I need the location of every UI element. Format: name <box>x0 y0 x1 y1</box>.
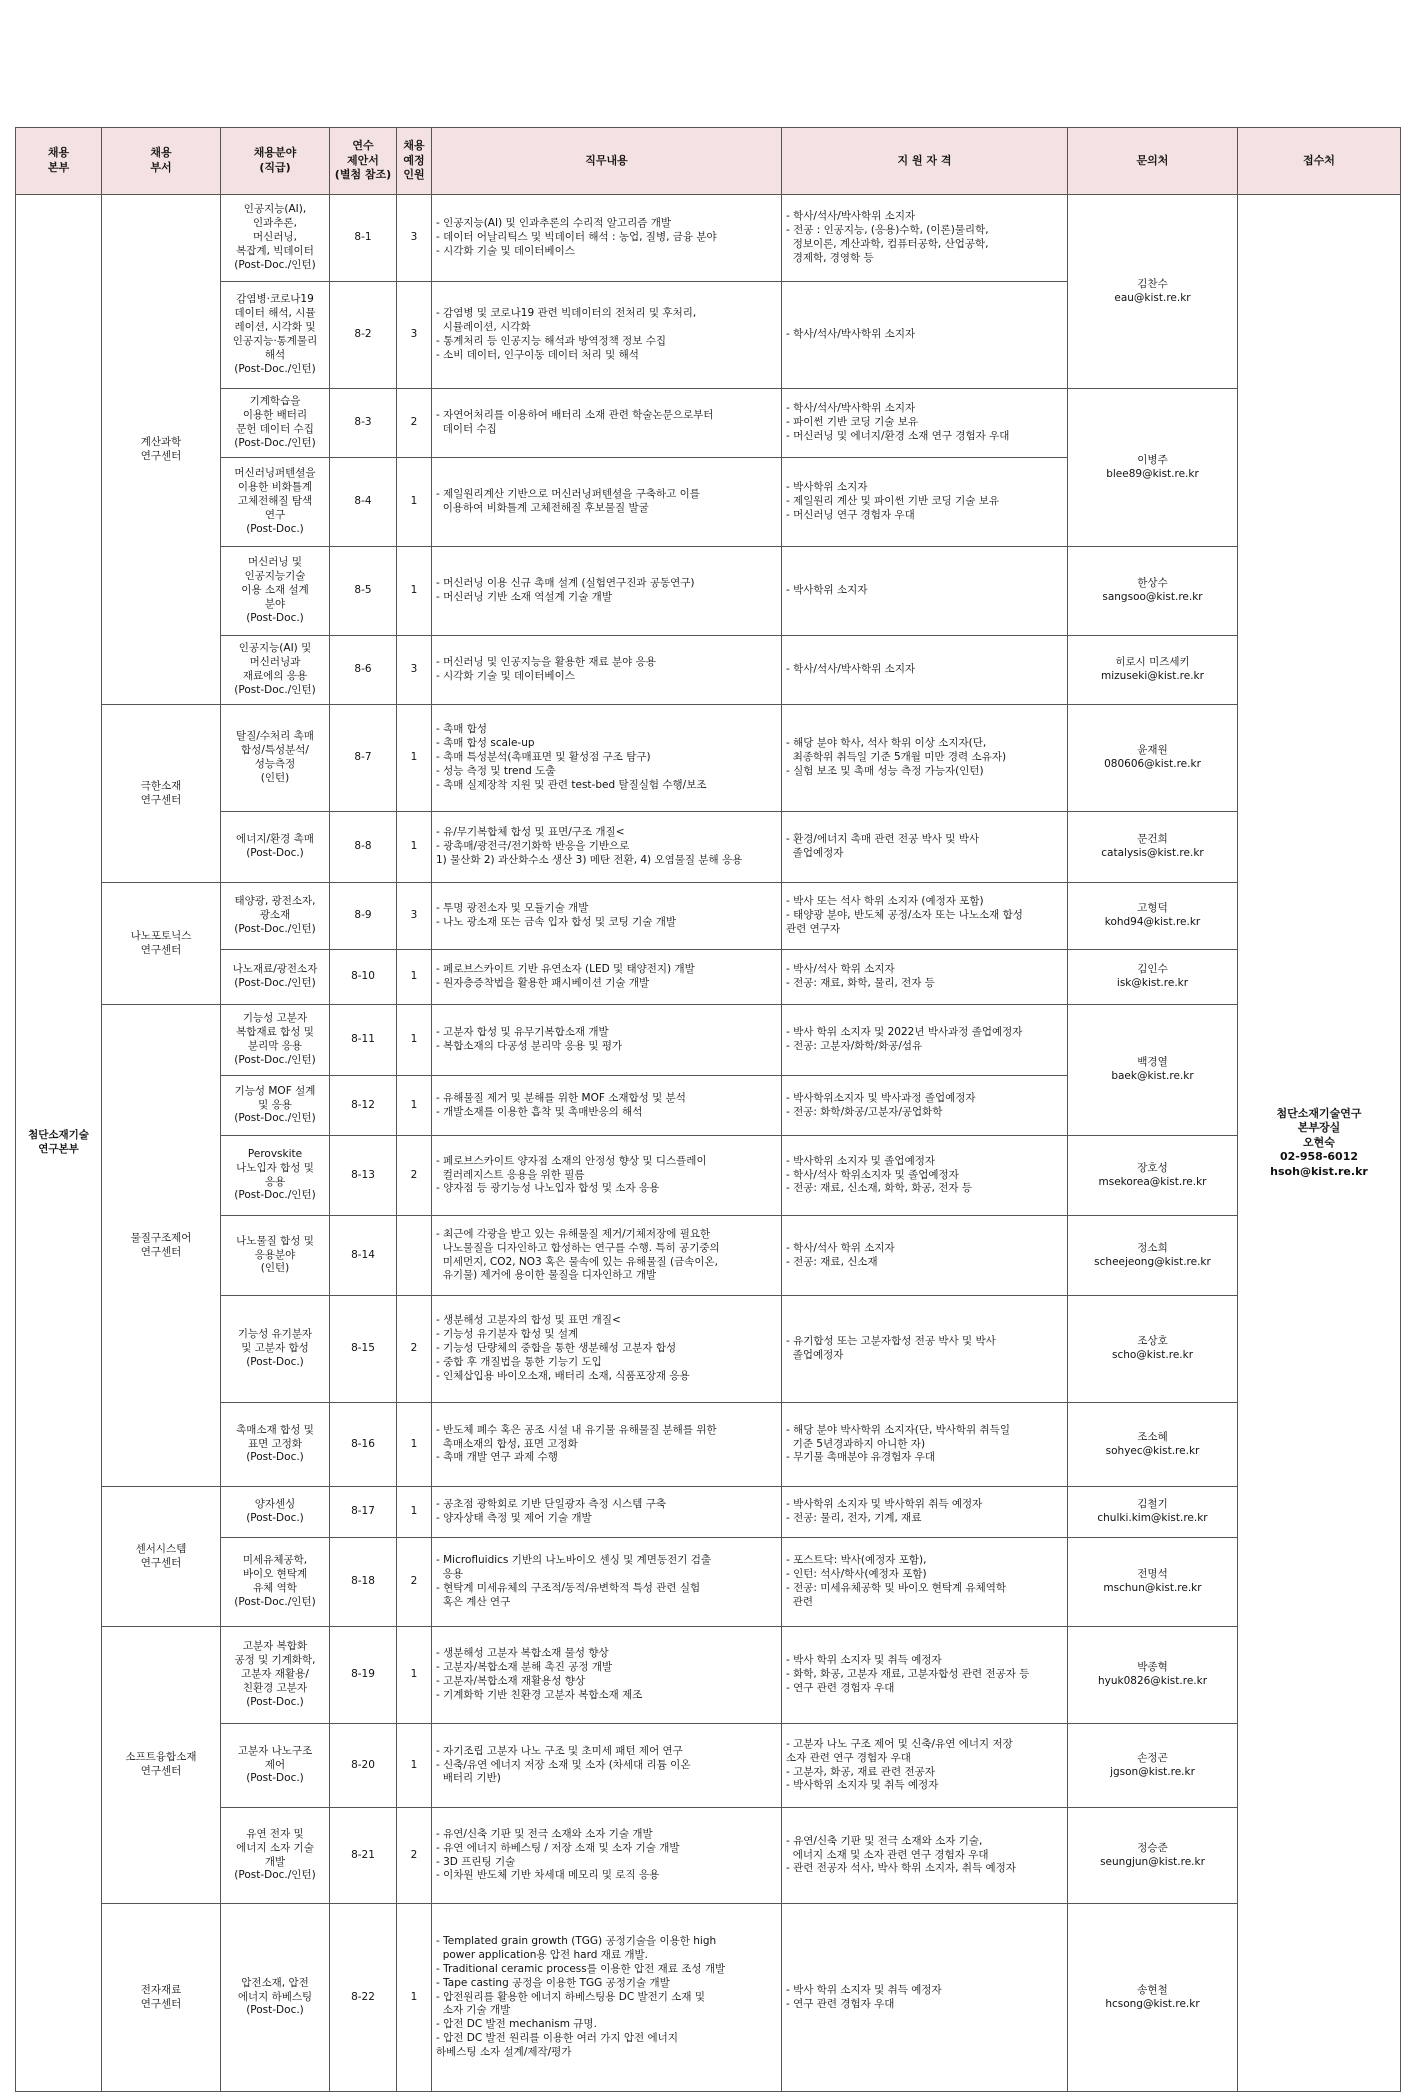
qualification-line: - 박사학위소지자 및 박사과정 졸업예정자 <box>786 1091 976 1104</box>
duty-line: - 페로브스카이트 기반 유연소자 (LED 및 태양전지) 개발 <box>436 963 695 976</box>
duty-line: - Microfluidics 기반의 나노바이오 센싱 및 계면동전기 검출 <box>436 1554 711 1567</box>
recruitment-table <box>15 127 1401 2092</box>
field-cell: 기계학습을 이용한 배터리 문헌 데이터 수집 (Post-Doc./인턴) <box>221 389 330 458</box>
field-cell: 에너지/환경 촉매 (Post-Doc.) <box>221 812 330 883</box>
field-cell: 촉매소재 합성 및 표면 고정화 (Post-Doc.) <box>221 1403 330 1487</box>
qualifications-cell <box>782 812 1068 883</box>
proposal-code-cell: 8-12 <box>330 1076 397 1136</box>
qualifications-cell <box>782 1487 1068 1538</box>
field-cell: 나노재료/광전소자 (Post-Doc./인턴) <box>221 950 330 1005</box>
contact-cell: 손정곤 jgson@kist.re.kr <box>1068 1724 1238 1808</box>
qualification-line: - 박사학위 소지자 및 졸업예정자 <box>786 1154 935 1167</box>
department-cell: 전자재료 연구센터 <box>102 1904 221 2092</box>
qualification-line: 기준 5년경과하지 아니한 자) <box>786 1437 926 1450</box>
contact-cell: 윤재원 080606@kist.re.kr <box>1068 705 1238 812</box>
duty-line: - 반도체 폐수 혹은 공조 시설 내 유기물 유해물질 분해를 위한 <box>436 1423 717 1436</box>
table-row <box>16 950 1401 1005</box>
count-cell: 2 <box>397 1296 432 1403</box>
table-row <box>16 389 1401 458</box>
duties-cell <box>432 1808 782 1904</box>
count-cell: 1 <box>397 547 432 636</box>
proposal-code-cell: 8-18 <box>330 1538 397 1627</box>
field-cell: 압전소재, 압전 에너지 하베스팅 (Post-Doc.) <box>221 1904 330 2092</box>
qualifications-cell <box>782 883 1068 950</box>
qualification-line: - 박사 또는 석사 학위 소지자 (예정자 포함) <box>786 895 984 908</box>
qualifications-cell <box>782 950 1068 1005</box>
proposal-code-cell: 8-13 <box>330 1136 397 1216</box>
duty-line: 이용하여 비화틀계 고체전해질 후보물질 발굴 <box>436 502 649 514</box>
duties-cell <box>432 1403 782 1487</box>
qualification-line: 관련 연구자 <box>786 922 841 935</box>
count-cell: 2 <box>397 1808 432 1904</box>
duties-cell <box>432 1296 782 1403</box>
table-row <box>16 1216 1401 1296</box>
qualification-line: - 연구 관련 경험자 우대 <box>786 1997 895 2010</box>
duties-cell <box>432 1724 782 1808</box>
qualification-line: - 머신러닝 및 에너지/환경 소재 연구 경험자 우대 <box>786 429 1010 442</box>
contact-cell: 박종혁 hyuk0826@kist.re.kr <box>1068 1627 1238 1724</box>
count-cell: 1 <box>397 1076 432 1136</box>
qualifications-cell <box>782 1216 1068 1296</box>
qualification-line: - 박사학위 소지자 및 박사학위 취득 예정자 <box>786 1498 983 1511</box>
qualification-line: - 실험 보조 및 촉매 성능 측정 가능자(인턴) <box>786 764 984 777</box>
qualification-line: 경제학, 경영학 등 <box>786 251 874 264</box>
duties-cell <box>432 812 782 883</box>
proposal-code-cell: 8-2 <box>330 282 397 389</box>
count-cell: 1 <box>397 705 432 812</box>
proposal-code-cell: 8-16 <box>330 1403 397 1487</box>
qualification-line: - 박사학위 소지자 <box>786 481 868 494</box>
duty-line: - 유연/신축 기판 및 전극 소재와 소자 기술 개발 <box>436 1827 653 1840</box>
duty-line: - 제일원리계산 기반으로 머신러닝퍼텐셜을 구축하고 이를 <box>436 488 700 501</box>
duty-line: 소자 기술 개발 <box>436 2004 511 2017</box>
department-cell: 물질구조제어 연구센터 <box>102 1005 221 1487</box>
qualification-line: - 고분자 나노 구조 제어 및 신축/유연 에너지 저장 <box>786 1737 1013 1750</box>
contact-cell: 히로시 미즈세키 mizuseki@kist.re.kr <box>1068 636 1238 705</box>
count-cell: 3 <box>397 636 432 705</box>
duty-line: power application용 압전 hard 재료 개발. <box>436 1948 648 1961</box>
qualifications-cell <box>782 705 1068 812</box>
duty-line: - 기능성 유기분자 합성 및 설계 <box>436 1328 579 1341</box>
duty-line: - 자기조립 고분자 나노 구조 및 초미세 패턴 제어 연구 <box>436 1744 683 1757</box>
contact-cell: 한상수 sangsoo@kist.re.kr <box>1068 547 1238 636</box>
qualifications-cell <box>782 1296 1068 1403</box>
qualification-line: 에너지 소재 및 소자 관련 연구 경험자 우대 <box>786 1848 989 1861</box>
table-row <box>16 812 1401 883</box>
duties-cell <box>432 636 782 705</box>
contact-cell: 조상호 scho@kist.re.kr <box>1068 1296 1238 1403</box>
duties-cell <box>432 458 782 547</box>
qualification-line: - 학사/석사/박사학위 소지자 <box>786 663 916 676</box>
duty-line: - 페로브스카이트 양자점 소재의 안정성 향상 및 디스플레이 <box>436 1154 707 1167</box>
proposal-code-cell: 8-8 <box>330 812 397 883</box>
count-cell: 1 <box>397 1724 432 1808</box>
proposal-code-cell: 8-21 <box>330 1808 397 1904</box>
qualification-line: - 전공: 고분자/화학/화공/섬유 <box>786 1040 923 1052</box>
qualification-line: - 학사/석사/박사학위 소지자 <box>786 328 916 341</box>
header-row <box>16 128 1401 195</box>
header-headquarters: 채용 본부 <box>16 128 102 195</box>
contact-cell: 백경열 baek@kist.re.kr <box>1068 1005 1238 1136</box>
header-department: 채용 부서 <box>102 128 221 195</box>
field-cell: Perovskite 나노입자 합성 및 응용 (Post-Doc./인턴) <box>221 1136 330 1216</box>
qualification-line: 졸업예정자 <box>786 847 844 859</box>
field-cell: 인공지능(AI) 및 머신러닝과 재료에의 응용 (Post-Doc./인턴) <box>221 636 330 705</box>
table-row <box>16 1904 1401 2092</box>
duty-line: - 인공지능(AI) 및 인과추론의 수리적 알고리즘 개발 <box>436 217 672 230</box>
duty-line: 데이터 수집 <box>436 423 497 435</box>
qualification-line: - 전공: 물리, 전자, 기계, 재료 <box>786 1512 922 1524</box>
duties-cell <box>432 950 782 1005</box>
qualification-line: - 환경/에너지 촉매 관련 전공 박사 및 박사 <box>786 833 979 846</box>
qualification-line: - 파이썬 기반 코딩 기술 보유 <box>786 416 919 429</box>
duty-line: - 이차원 반도체 기반 차세대 메모리 및 로직 응용 <box>436 1869 660 1882</box>
duty-line: - 기능성 단량체의 중합을 통한 생분해성 고분자 합성 <box>436 1342 677 1355</box>
qualification-line: - 해당 분야 학사, 석사 학위 이상 소지자(단, <box>786 737 987 750</box>
duties-cell <box>432 282 782 389</box>
qualification-line: - 학사/석사 학위소지자 및 졸업예정자 <box>786 1168 959 1181</box>
table-row <box>16 1724 1401 1808</box>
duty-line: 시뮬레이션, 시각화 <box>436 321 531 334</box>
qualification-line: 정보이론, 계산과학, 컴퓨터공학, 산업공학, <box>786 238 989 250</box>
duty-line: - 현탁계 미세유체의 구조적/동적/유변학적 특성 관련 실험 <box>436 1582 701 1594</box>
count-cell: 2 <box>397 389 432 458</box>
duty-line: - 나노 광소재 또는 금속 입자 합성 및 코팅 기술 개발 <box>436 916 677 928</box>
table-row <box>16 883 1401 950</box>
field-cell: 감염병·코로나19 데이터 해석, 시뮬 레이션, 시각화 및 인공지능·통계물리 해석 (Post-Doc./인턴) <box>221 282 330 389</box>
proposal-code-cell: 8-7 <box>330 705 397 812</box>
qualification-line: - 전공 : 인공지능, (응용)수학, (이론)물리학, <box>786 224 989 237</box>
qualification-line: - 제일원리 계산 및 파이썬 기반 코딩 기술 보유 <box>786 495 1000 508</box>
duty-line: - Templated grain growth (TGG) 공정기술을 이용한 high <box>436 1935 717 1948</box>
qualification-line: - 학사/석사 학위 소지자 <box>786 1241 895 1254</box>
duty-line: 나노물질을 디자인하고 합성하는 연구를 수행. 특히 공기중의 <box>436 1241 720 1254</box>
qualification-line: - 박사 학위 소지자 및 취득 예정자 <box>786 1983 942 1996</box>
header-contact: 문의처 <box>1068 128 1238 195</box>
duty-line: - 생분해성 고분자 복합소재 물성 향상 <box>436 1647 609 1660</box>
field-cell: 고분자 나노구조 제어 (Post-Doc.) <box>221 1724 330 1808</box>
department-cell: 나노포토닉스 연구센터 <box>102 883 221 1005</box>
proposal-code-cell: 8-15 <box>330 1296 397 1403</box>
table-row <box>16 1487 1401 1538</box>
count-cell: 3 <box>397 883 432 950</box>
duty-line: - 촉매 합성 scale-up <box>436 737 535 750</box>
duty-line: - 기계화학 기반 친환경 고분자 복합소재 제조 <box>436 1688 643 1701</box>
reception-cell: 첨단소재기술연구 본부장실 오현숙 02-958-6012 hsoh@kist.re.kr <box>1238 195 1401 2092</box>
duty-line: 1) 물산화 2) 과산화수소 생산 3) 메탄 전환, 4) 오염물질 분해 응용 <box>436 853 743 866</box>
duty-line: 응용 <box>436 1568 463 1581</box>
duty-line: - 압전 DC 발전 mechanism 규명. <box>436 2018 597 2031</box>
duty-line: - 개발소재를 이용한 흡착 및 촉매반응의 해석 <box>436 1105 643 1118</box>
department-cell: 극한소재 연구센터 <box>102 705 221 883</box>
duty-line: - 투명 광전소자 및 모듈기술 개발 <box>436 902 589 915</box>
count-cell: 3 <box>397 282 432 389</box>
qualifications-cell <box>782 195 1068 282</box>
duty-line: - 성능 측정 및 trend 도출 <box>436 764 556 777</box>
proposal-code-cell: 8-3 <box>330 389 397 458</box>
count-cell: 1 <box>397 1904 432 2092</box>
field-cell: 기능성 MOF 설계 및 응용 (Post-Doc./인턴) <box>221 1076 330 1136</box>
qualification-line: 졸업예정자 <box>786 1349 844 1361</box>
qualifications-cell <box>782 547 1068 636</box>
contact-cell: 송현철 hcsong@kist.re.kr <box>1068 1904 1238 2092</box>
count-cell: 1 <box>397 1487 432 1538</box>
header-qualifications: 지 원 자 격 <box>782 128 1068 195</box>
duty-line: - 중합 후 개질법을 통한 기능기 도입 <box>436 1355 602 1368</box>
duty-line: - 고분자/복합소재 분해 촉진 공정 개발 <box>436 1661 613 1674</box>
field-cell: 기능성 고분자 복합재료 합성 및 분리막 응용 (Post-Doc./인턴) <box>221 1005 330 1076</box>
qualifications-cell <box>782 1005 1068 1076</box>
duty-line: - 촉매 개발 연구 과제 수행 <box>436 1451 558 1464</box>
duty-line: - 압전원리를 활용한 에너지 하베스팅용 DC 발전기 소재 및 <box>436 1990 706 2003</box>
contact-cell: 이병주 blee89@kist.re.kr <box>1068 389 1238 547</box>
qualification-line: - 박사 학위 소지자 및 취득 예정자 <box>786 1654 942 1667</box>
header-proposal: 연수 제안서 (별첨 참조) <box>330 128 397 195</box>
proposal-code-cell: 8-9 <box>330 883 397 950</box>
proposal-code-cell: 8-19 <box>330 1627 397 1724</box>
duty-line: - 공초점 광학회로 기반 단일광자 측정 시스템 구축 <box>436 1498 667 1511</box>
department-cell: 소프트융합소재 연구센터 <box>102 1627 221 1904</box>
count-cell: 3 <box>397 195 432 282</box>
table-body <box>16 195 1401 2092</box>
qualifications-cell <box>782 389 1068 458</box>
qualification-line: - 전공: 화학/화공/고분자/공업화학 <box>786 1105 943 1118</box>
duty-line: 미세먼지, CO2, NO3 혹은 물속에 있는 유해물질 (금속이온, <box>436 1255 718 1268</box>
qualifications-cell <box>782 1136 1068 1216</box>
duty-line: - 원자층증착법을 활용한 패시베이션 기술 개발 <box>436 977 650 989</box>
qualification-line: - 연구 관련 경험자 우대 <box>786 1681 895 1694</box>
qualification-line: - 전공: 미세유체공학 및 바이오 현탁계 유체역학 <box>786 1582 1007 1594</box>
table-row <box>16 547 1401 636</box>
contact-cell: 조소혜 sohyec@kist.re.kr <box>1068 1403 1238 1487</box>
field-cell: 인공지능(AI), 인과추론, 머신러닝, 복잡계, 빅데이터 (Post-Doc./인턴) <box>221 195 330 282</box>
count-cell: 1 <box>397 1403 432 1487</box>
header-count: 채용 예정 인원 <box>397 128 432 195</box>
duty-line: - 인체삽입용 바이오소재, 배터리 소재, 식품포장재 응용 <box>436 1369 690 1382</box>
field-cell: 양자센싱 (Post-Doc.) <box>221 1487 330 1538</box>
duty-line: - 머신러닝 기반 소재 역설계 기술 개발 <box>436 591 612 603</box>
qualifications-cell <box>782 282 1068 389</box>
qualifications-cell <box>782 636 1068 705</box>
field-cell: 고분자 복합화 공정 및 기계화학, 고분자 재활용/ 친환경 고분자 (Post-Doc.) <box>221 1627 330 1724</box>
table-row <box>16 1005 1401 1076</box>
proposal-code-cell: 8-6 <box>330 636 397 705</box>
qualification-line: - 고분자, 화공, 재료 관련 전공자 <box>786 1765 935 1778</box>
duty-line: - 최근에 각광을 받고 있는 유해물질 제거/기체저장에 필요한 <box>436 1227 711 1240</box>
count-cell: 1 <box>397 1005 432 1076</box>
duty-line: - 유해물질 제거 및 분해를 위한 MOF 소재합성 및 분석 <box>436 1091 686 1104</box>
qualification-line: 최종학위 취득일 기준 5개월 미만 경력 소유자) <box>786 751 1007 764</box>
proposal-code-cell: 8-4 <box>330 458 397 547</box>
qualification-line: 관련 <box>786 1595 813 1608</box>
duty-line: - 감염병 및 코로나19 관련 빅데이터의 전처리 및 후처리, <box>436 307 697 320</box>
qualification-line: - 해당 분야 박사학위 소지자(단, 박사학위 취득일 <box>786 1423 1010 1436</box>
duties-cell <box>432 1904 782 2092</box>
qualification-line: - 유기합성 또는 고분자합성 전공 박사 및 박사 <box>786 1335 996 1348</box>
field-cell: 미세유체공학, 바이오 현탁계 유체 역학 (Post-Doc./인턴) <box>221 1538 330 1627</box>
department-cell: 계산과학 연구센터 <box>102 195 221 705</box>
proposal-code-cell: 8-17 <box>330 1487 397 1538</box>
duties-cell <box>432 195 782 282</box>
count-cell: 1 <box>397 1627 432 1724</box>
qualification-line: - 전공: 재료, 화학, 물리, 전자 등 <box>786 977 935 989</box>
field-cell: 기능성 유기분자 및 고분자 합성 (Post-Doc.) <box>221 1296 330 1403</box>
contact-cell: 김찬수 eau@kist.re.kr <box>1068 195 1238 389</box>
duty-line: - 촉매 실제장착 지원 및 관련 test-bed 탈질실험 수행/보조 <box>436 778 707 791</box>
qualification-line: - 관련 전공자 석사, 박사 학위 소지자, 취득 예정자 <box>786 1862 1016 1875</box>
qualification-line: 소자 관련 연구 경험자 우대 <box>786 1751 911 1764</box>
qualification-line: - 학사/석사/박사학위 소지자 <box>786 402 916 415</box>
duties-cell <box>432 1538 782 1627</box>
duty-line: 유기물) 제거에 용이한 물질을 디자인하고 개발 <box>436 1269 657 1282</box>
field-cell: 탈질/수처리 촉매 합성/특성분석/ 성능측정 (인턴) <box>221 705 330 812</box>
duty-line: - 시각화 기술 및 데이터베이스 <box>436 244 575 257</box>
duty-line: - 양자상태 측정 및 제어 기술 개발 <box>436 1512 592 1524</box>
qualifications-cell <box>782 1076 1068 1136</box>
duty-line: - 머신러닝 및 인공지능을 활용한 재료 분야 응용 <box>436 656 656 669</box>
duty-line: - 머신러닝 이용 신규 촉매 설계 (실험연구진과 공동연구) <box>436 577 695 590</box>
qualification-line: - 무기물 촉매분야 유경험자 우대 <box>786 1451 935 1464</box>
table-row <box>16 195 1401 282</box>
field-cell: 유연 전자 및 에너지 소자 기술 개발 (Post-Doc./인턴) <box>221 1808 330 1904</box>
header-duties: 직무내용 <box>432 128 782 195</box>
duties-cell <box>432 705 782 812</box>
headquarters-cell: 첨단소재기술 연구본부 <box>16 195 102 2092</box>
duty-line: 혹은 계산 연구 <box>436 1595 511 1608</box>
duties-cell <box>432 883 782 950</box>
count-cell: 1 <box>397 812 432 883</box>
duty-line: - Traditional ceramic process를 이용한 압전 재료 조성 개발 <box>436 1962 726 1975</box>
duty-line: - 복합소재의 다공성 분리막 응용 및 평가 <box>436 1040 623 1052</box>
duty-line: - 생분해성 고분자의 합성 및 표면 개질< <box>436 1314 621 1327</box>
header-reception: 접수처 <box>1238 128 1401 195</box>
table-row <box>16 1403 1401 1487</box>
qualification-line: - 전공: 재료, 신소재, 화학, 화공, 전자 등 <box>786 1182 973 1195</box>
table-row <box>16 1627 1401 1724</box>
qualifications-cell <box>782 1904 1068 2092</box>
duty-line: - 데이터 어날리틱스 및 빅데이터 해석 : 농업, 질병, 금융 분야 <box>436 231 717 244</box>
contact-cell: 고형덕 kohd94@kist.re.kr <box>1068 883 1238 950</box>
duties-cell <box>432 1627 782 1724</box>
qualification-line: - 전공: 재료, 신소재 <box>786 1255 878 1268</box>
qualification-line: - 박사학위 소지자 <box>786 584 868 597</box>
qualifications-cell <box>782 1538 1068 1627</box>
table-row <box>16 1808 1401 1904</box>
table-row <box>16 1296 1401 1403</box>
duty-line: - 3D 프린팅 기술 <box>436 1855 516 1868</box>
duty-line: - Tape casting 공정을 이용한 TGG 공정기술 개발 <box>436 1976 670 1989</box>
duty-line: - 유/무기복합체 합성 및 표면/구조 개질< <box>436 826 625 839</box>
qualification-line: - 인턴: 석사/학사(예정자 포함) <box>786 1568 927 1581</box>
count-cell: 2 <box>397 1136 432 1216</box>
duty-line: - 신축/유연 에너지 저장 소재 및 소자 (차세대 리튬 이온 <box>436 1758 691 1771</box>
duty-line: - 압전 DC 발전 원리를 이용한 여러 가지 압전 에너지 <box>436 2032 678 2045</box>
proposal-code-cell: 8-22 <box>330 1904 397 2092</box>
duty-line: 촉매소재의 합성, 표면 고정화 <box>436 1437 578 1450</box>
qualification-line: - 학사/석사/박사학위 소지자 <box>786 210 916 223</box>
qualification-line: - 박사/석사 학위 소지자 <box>786 963 895 976</box>
duty-line: 배터리 기반) <box>436 1772 501 1785</box>
duties-cell <box>432 1076 782 1136</box>
duty-line: - 광촉매/광전극/전기화학 반응을 기반으로 <box>436 840 630 853</box>
duties-cell <box>432 1487 782 1538</box>
proposal-code-cell: 8-11 <box>330 1005 397 1076</box>
proposal-code-cell: 8-14 <box>330 1216 397 1296</box>
duties-cell <box>432 1216 782 1296</box>
contact-cell: 정승준 seungjun@kist.re.kr <box>1068 1808 1238 1904</box>
contact-cell: 문건희 catalysis@kist.re.kr <box>1068 812 1238 883</box>
proposal-code-cell: 8-20 <box>330 1724 397 1808</box>
contact-cell: 전명석 mschun@kist.re.kr <box>1068 1538 1238 1627</box>
qualification-line: - 포스트닥: 박사(예정자 포함), <box>786 1554 927 1567</box>
contact-cell: 정소희 scheejeong@kist.re.kr <box>1068 1216 1238 1296</box>
proposal-code-cell: 8-1 <box>330 195 397 282</box>
duty-line: - 고분자 합성 및 유무기복합소재 개발 <box>436 1026 609 1039</box>
duties-cell <box>432 547 782 636</box>
duty-line: - 고분자/복합소재 재활용성 향상 <box>436 1675 586 1687</box>
proposal-code-cell: 8-10 <box>330 950 397 1005</box>
duty-line: - 촉매 합성 <box>436 723 488 736</box>
department-cell: 센서시스템 연구센터 <box>102 1487 221 1627</box>
qualification-line: - 박사 학위 소지자 및 2022년 박사과정 졸업예정자 <box>786 1026 1023 1039</box>
count-cell: 2 <box>397 1538 432 1627</box>
duty-line: - 양자점 등 광기능성 나노입자 합성 및 소자 응용 <box>436 1182 660 1195</box>
duties-cell <box>432 389 782 458</box>
qualifications-cell <box>782 1627 1068 1724</box>
contact-cell: 김인수 isk@kist.re.kr <box>1068 950 1238 1005</box>
contact-cell: 장호성 msekorea@kist.re.kr <box>1068 1136 1238 1216</box>
field-cell: 태양광, 광전소자, 광소재 (Post-Doc./인턴) <box>221 883 330 950</box>
qualifications-cell <box>782 1808 1068 1904</box>
field-cell: 머신러닝 및 인공지능기술 이용 소재 설계 분야 (Post-Doc.) <box>221 547 330 636</box>
qualification-line: - 머신러닝 연구 경험자 우대 <box>786 508 915 521</box>
table-row <box>16 636 1401 705</box>
duty-line: 하베스팅 소자 설계/제작/평가 <box>436 2046 572 2058</box>
duty-line: - 소비 데이터, 인구이동 데이터 처리 및 해석 <box>436 348 639 361</box>
duty-line: - 유연 에너지 하베스팅 / 저장 소재 및 소자 기술 개발 <box>436 1841 680 1854</box>
duties-cell <box>432 1005 782 1076</box>
qualification-line: - 박사학위 소지자 및 취득 예정자 <box>786 1779 939 1792</box>
field-cell: 나노물질 합성 및 응용분야 (인턴) <box>221 1216 330 1296</box>
count-cell: 1 <box>397 458 432 547</box>
qualification-line: - 태양광 분야, 반도체 공정/소자 또는 나노소재 합성 <box>786 909 1023 922</box>
duty-line: 컬러레지스트 응용을 위한 필름 <box>436 1168 585 1181</box>
qualification-line: - 유연/신축 기판 및 전극 소재와 소자 기술, <box>786 1834 983 1847</box>
proposal-code-cell: 8-5 <box>330 547 397 636</box>
duty-line: - 자연어처리를 이용하여 배터리 소재 관련 학술논문으로부터 <box>436 409 714 422</box>
contact-cell: 김철기 chulki.kim@kist.re.kr <box>1068 1487 1238 1538</box>
qualifications-cell <box>782 458 1068 547</box>
duty-line: - 시각화 기술 및 데이터베이스 <box>436 670 575 682</box>
count-cell: 1 <box>397 950 432 1005</box>
header-field: 채용분야 (직급) <box>221 128 330 195</box>
count-cell <box>397 1216 432 1296</box>
table-row <box>16 705 1401 812</box>
field-cell: 머신러닝퍼텐셜을 이용한 비화틀계 고체전해질 탐색 연구 (Post-Doc.) <box>221 458 330 547</box>
table-row <box>16 1136 1401 1216</box>
qualification-line: - 화학, 화공, 고분자 재료, 고분자합성 관련 전공자 등 <box>786 1668 1030 1681</box>
duty-line: - 촉매 특성분석(촉매표면 및 활성점 구조 탐구) <box>436 751 651 764</box>
qualifications-cell <box>782 1724 1068 1808</box>
duties-cell <box>432 1136 782 1216</box>
table-row <box>16 1538 1401 1627</box>
qualifications-cell <box>782 1403 1068 1487</box>
duty-line: - 통계처리 등 인공지능 해석과 방역정책 정보 수집 <box>436 335 667 347</box>
